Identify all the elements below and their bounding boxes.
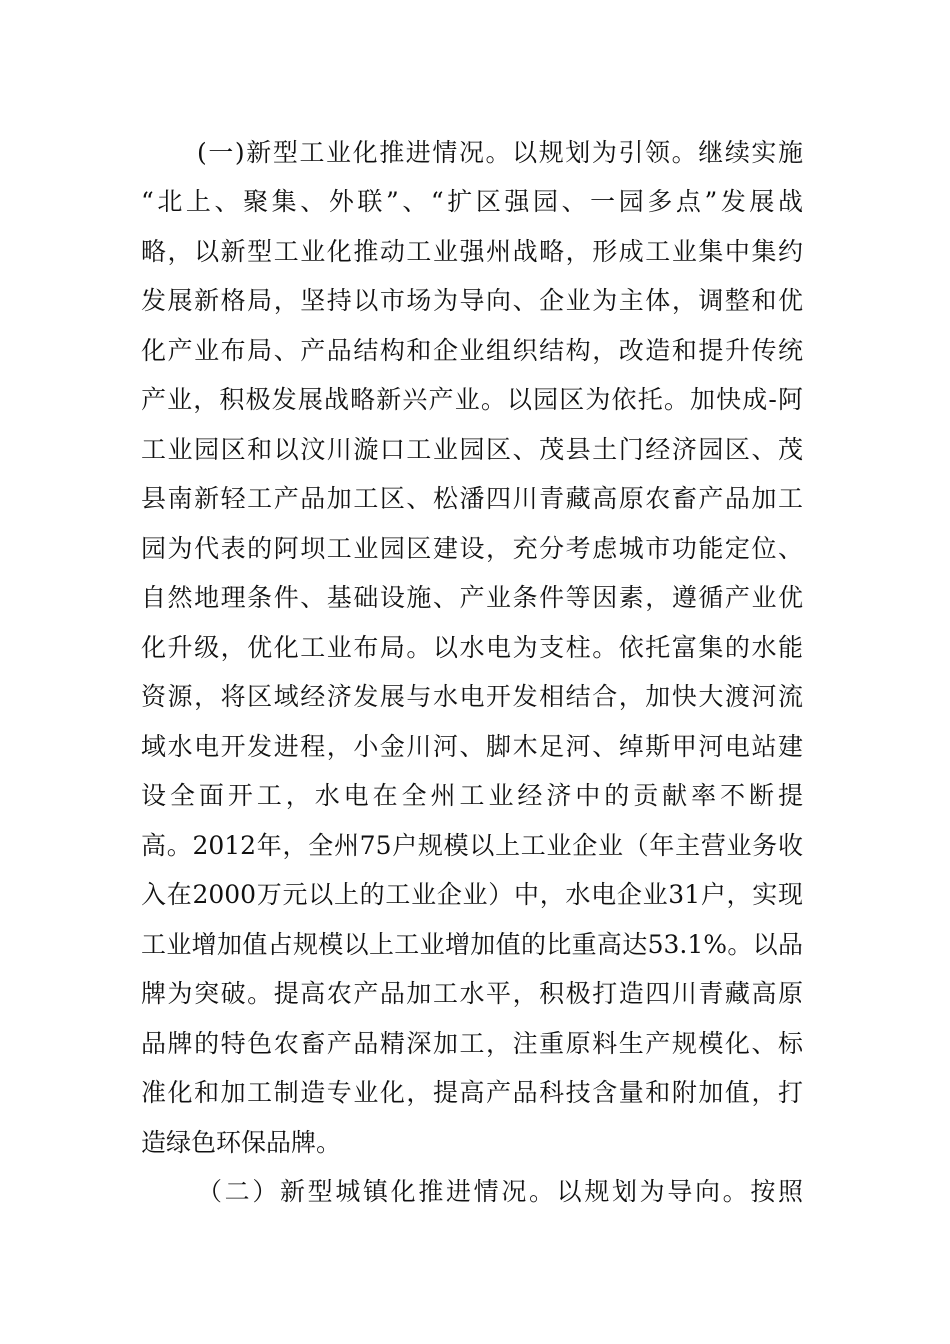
text-line: 园为代表的阿坝工业园区建设，充分考虑城市功能定位、 <box>141 534 803 563</box>
text-line: 资源，将区域经济发展与水电开发相结合，加快大渡河流 <box>141 682 803 711</box>
text-line: 略，以新型工业化推动工业强州战略，形成工业集中集约 <box>141 237 803 266</box>
text-line: 化升级，优化工业布局。以水电为支柱。依托富集的水能 <box>141 633 803 662</box>
text-line: 自然地理条件、基础设施、产业条件等因素，遵循产业优 <box>141 583 803 612</box>
text-line: “北上、聚集、外联”、“扩区强园、一园多点”发展战 <box>141 187 803 216</box>
text-line: 工业园区和以汶川漩口工业园区、茂县土门经济园区、茂 <box>141 435 803 464</box>
text-line: 造绿色环保品牌。 <box>141 1128 342 1157</box>
text-line: 准化和加工制造专业化，提高产品科技含量和附加值，打 <box>141 1078 803 1107</box>
text-line: 工业增加值占规模以上工业增加值的比重高达53.1%。以品 <box>141 930 803 959</box>
text-line: （二）新型城镇化推进情况。以规划为导向。按照 <box>197 1177 803 1206</box>
text-line: 发展新格局，坚持以市场为导向、企业为主体，调整和优 <box>141 286 803 315</box>
text-line: 高。2012年，全州75户规模以上工业企业（年主营业务收 <box>141 831 803 860</box>
text-line: 域水电开发进程，小金川河、脚木足河、绰斯甲河电站建 <box>141 732 803 761</box>
text-line: 设全面开工，水电在全州工业经济中的贡献率不断提 <box>141 781 803 810</box>
text-line: 品牌的特色农畜产品精深加工，注重原料生产规模化、标 <box>141 1029 803 1058</box>
text-line: 县南新轻工产品加工区、松潘四川青藏高原农畜产品加工 <box>141 484 803 513</box>
text-line: 化产业布局、产品结构和企业组织结构，改造和提升传统 <box>141 336 803 365</box>
text-line: 产业，积极发展战略新兴产业。以园区为依托。加快成-阿 <box>141 385 803 414</box>
text-line: 入在2000万元以上的工业企业）中，水电企业31户，实现 <box>141 880 803 909</box>
text-line: (一)新型工业化推进情况。以规划为引领。继续实施 <box>197 138 803 167</box>
text-line: 牌为突破。提高农产品加工水平，积极打造四川青藏高原 <box>141 979 803 1008</box>
